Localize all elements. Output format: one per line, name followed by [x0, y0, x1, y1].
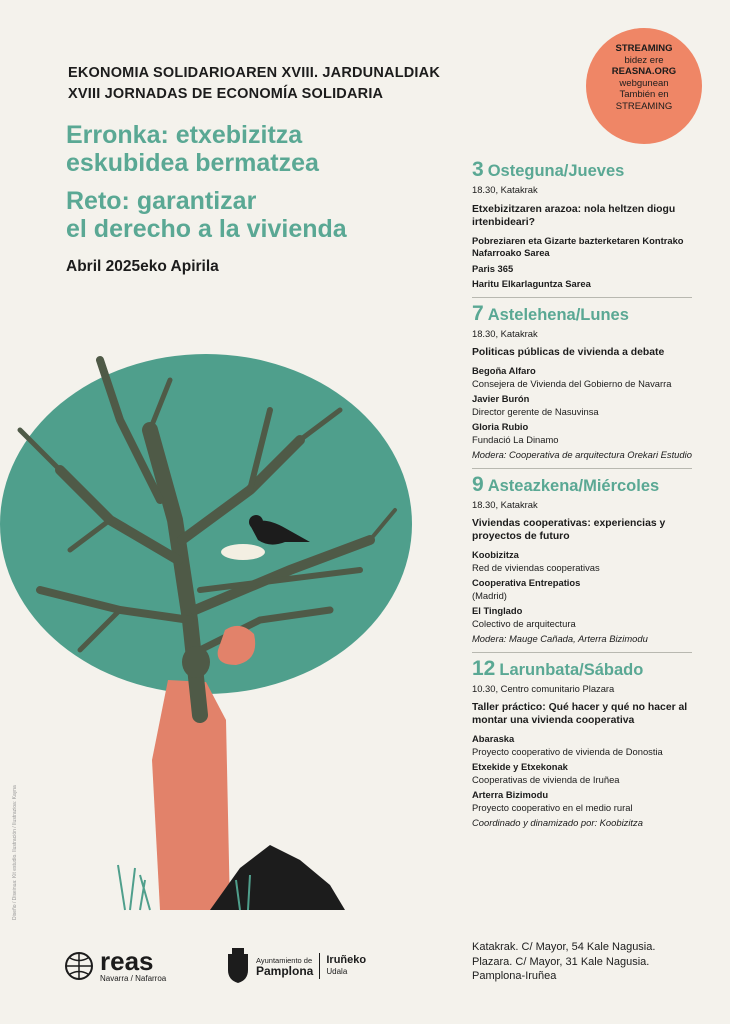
header-line-eu: EKONOMIA SOLIDARIOAREN XVIII. JARDUNALDIAK	[68, 65, 440, 81]
speaker-name: Paris 365	[472, 262, 514, 274]
crow-head	[249, 515, 263, 529]
session-title: Viviendas cooperativas: experiencias y proyectos de futuro	[472, 518, 666, 542]
tree-hole	[182, 646, 210, 678]
program-list	[472, 160, 722, 836]
section-divider	[472, 297, 692, 298]
pamplona-logo[interactable]	[226, 948, 366, 984]
badge-line1: STREAMING	[615, 43, 673, 54]
program-day	[472, 656, 722, 830]
speaker	[472, 278, 722, 291]
badge-line3: REASNA.ORG	[611, 66, 677, 77]
speaker-name: Etxekide y Etxekonak	[472, 761, 568, 772]
day-name: Asteazkena/Miércoles	[487, 476, 660, 495]
address-line3: Pamplona-Iruñea	[472, 970, 557, 982]
nest-icon	[221, 544, 265, 560]
session-time: 18.30, Katakrak	[472, 327, 538, 339]
session-time: 18.30, Katakrak	[472, 184, 538, 195]
irunako-line1: Iruñeko	[326, 954, 367, 966]
title-eu-line2: eskubidea bermatzea	[66, 149, 319, 177]
ayto-line2: Pamplona	[256, 964, 314, 978]
reas-subtitle: Navarra / Nafarroa	[100, 974, 167, 983]
speaker-desc: Colectivo de arquitectura	[472, 617, 576, 629]
moderator: Modera: Mauge Cañada, Arterra Bizimodu	[472, 633, 648, 644]
session-time: 18.30, Katakrak	[472, 498, 538, 510]
program-day	[472, 301, 722, 469]
mountain-icon	[210, 845, 345, 910]
day-name: Larunbata/Sábado	[499, 660, 644, 679]
speaker-desc: Director gerente de Nasuvinsa	[472, 405, 599, 417]
speaker	[472, 789, 722, 814]
speaker	[472, 263, 722, 276]
day-name: Osteguna/Jueves	[487, 162, 625, 180]
speaker-name: Abaraska	[472, 733, 515, 744]
speaker-name: Haritu Elkarlaguntza Sarea	[472, 278, 591, 289]
day-number: 12	[472, 656, 496, 680]
session-time: 10.30, Centro comunitario Plazara	[472, 682, 615, 694]
speaker	[472, 577, 722, 602]
speaker-name: Cooperativa Entrepatios	[472, 577, 581, 588]
speaker	[472, 235, 722, 260]
day-number: 3	[472, 158, 484, 181]
speaker-desc: Consejera de Vivienda del Gobierno de Navarra	[472, 377, 672, 389]
speaker	[472, 605, 722, 630]
design-credit: Diseño / Diseinua: Kit estudio. Ilustración / Ilustrazioa: Kayna	[12, 785, 18, 920]
section-divider	[472, 468, 692, 469]
address-line1: Katakrak. C/ Mayor, 54 Kale Nagusia.	[472, 941, 656, 953]
tree-illustration	[0, 320, 470, 930]
venue-addresses	[472, 940, 655, 984]
speaker	[472, 421, 722, 446]
day-heading	[472, 472, 722, 496]
speaker-desc: Cooperativas de vivienda de Iruñea	[472, 773, 620, 785]
title-es-line1: Reto: garantizar	[66, 187, 257, 215]
badge-line4: webgunean	[619, 77, 669, 89]
badge-line6: STREAMING	[615, 100, 673, 112]
badge-line5: También en	[619, 89, 669, 100]
speaker-name: Javier Burón	[472, 393, 530, 404]
program-day	[472, 160, 722, 298]
address-line2: Plazara. C/ Mayor, 31 Kale Nagusia.	[472, 955, 650, 968]
ayto-line1: Ayuntamiento de	[256, 956, 313, 965]
speaker-desc: Fundació La Dinamo	[472, 433, 559, 445]
day-heading	[472, 656, 722, 680]
session-title: Taller práctico: Qué hacer y qué no hacer al montar una vivienda cooperativa	[472, 702, 688, 726]
day-heading	[472, 160, 722, 181]
speaker	[472, 365, 722, 390]
session-title: Etxebizitzaren arazoa: nola heltzen diogu irtenbideari?	[472, 203, 676, 228]
coat-of-arms-icon	[226, 948, 250, 984]
speaker-desc: Red de viviendas cooperativas	[472, 561, 600, 573]
badge-line2: bidez ere	[624, 54, 664, 66]
speaker	[472, 733, 722, 758]
speaker-desc: Proyecto cooperativo en el medio rural	[472, 801, 633, 813]
section-divider	[472, 652, 692, 653]
speaker	[472, 393, 722, 418]
moderator: Modera: Cooperativa de arquitectura Orekari Estudio	[472, 449, 692, 460]
irunako-line2: Udala	[326, 967, 348, 976]
speaker-name: El Tinglado	[472, 605, 523, 616]
speaker-desc: (Madrid)	[472, 589, 507, 601]
speaker-name: Pobreziaren eta Gizarte bazterketaren Kontrako Nafarroako Sarea	[472, 234, 684, 258]
reas-logo[interactable]	[62, 948, 166, 983]
speaker-desc: Proyecto cooperativo de vivienda de Donostia	[472, 745, 663, 757]
speaker-name: Gloria Rubio	[472, 421, 529, 432]
streaming-badge[interactable]	[586, 28, 702, 144]
moderator: Coordinado y dinamizado por: Koobizitza	[472, 817, 643, 828]
speaker-name: Koobizitza	[472, 549, 519, 560]
day-number: 9	[472, 472, 484, 496]
speaker-name: Begoña Alfaro	[472, 365, 536, 376]
event-date: Abril 2025eko Apirila	[66, 258, 219, 275]
title-eu-line1: Erronka: etxebizitza	[66, 121, 303, 149]
header-line-es: XVIII JORNADAS DE ECONOMÍA SOLIDARIA	[68, 86, 384, 102]
speaker	[472, 761, 722, 786]
speaker	[472, 549, 722, 574]
day-name: Astelehena/Lunes	[487, 305, 629, 324]
tree-trunk	[152, 680, 230, 910]
title-es-line2: el derecho a la vivienda	[66, 215, 347, 243]
speaker-name: Arterra Bizimodu	[472, 789, 549, 800]
day-number: 7	[472, 301, 484, 325]
reas-wordmark: reas	[100, 946, 154, 976]
session-title: Politicas públicas de vivienda a debate	[472, 347, 665, 358]
day-heading	[472, 301, 722, 325]
globe-icon	[62, 951, 96, 981]
program-day	[472, 472, 722, 653]
